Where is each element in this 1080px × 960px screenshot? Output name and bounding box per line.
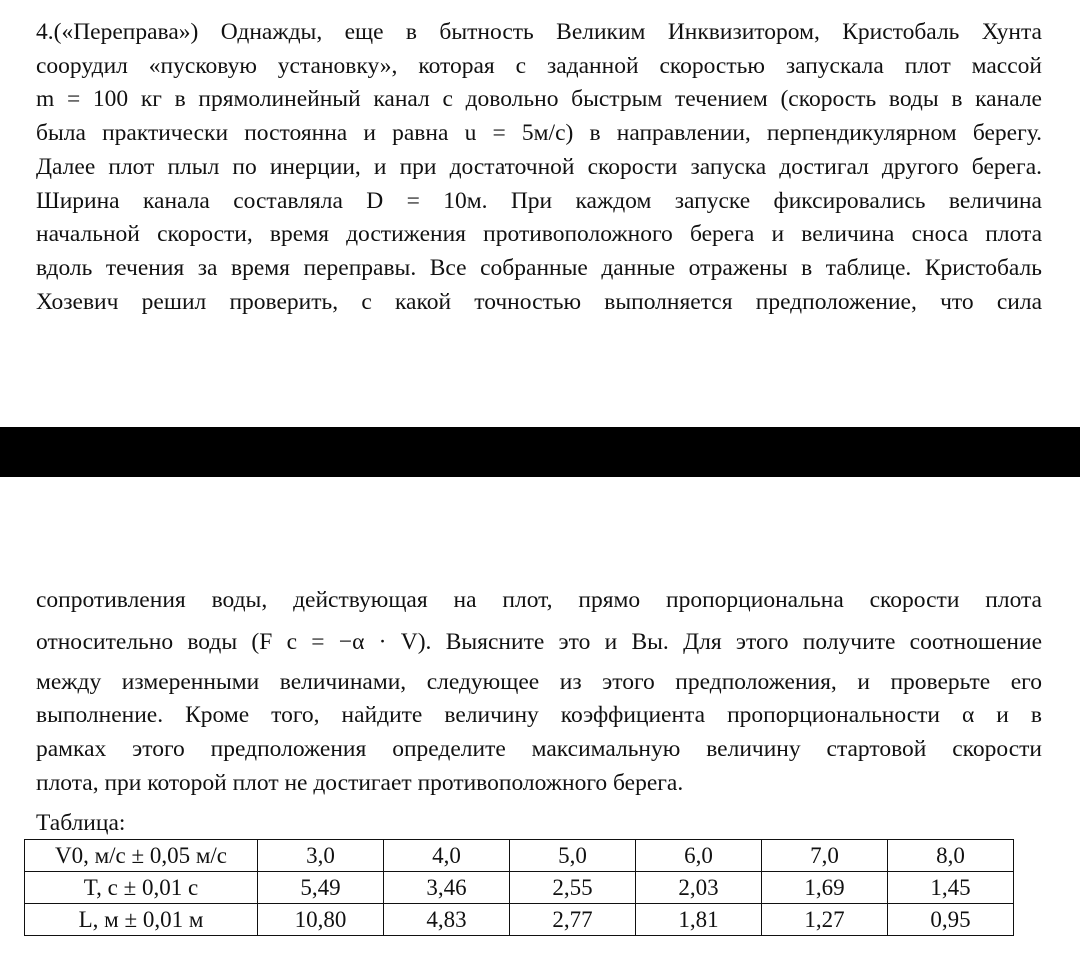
table-cell: 3,0 <box>258 840 384 872</box>
text-line: между измеренными величинами, следующее из этого предположения, и проверьте его <box>36 668 1042 695</box>
table-cell: 1,45 <box>888 872 1014 904</box>
text-line: плота, при которой плот не достигает противоположного берега. <box>36 769 684 796</box>
text-line: относительно воды (F c = −α · V). Выясните это и Вы. Для этого получите соотношение <box>36 628 1042 655</box>
table-cell: 0,95 <box>888 904 1014 936</box>
text-line: Далее плот плыл по инерции, и при достаточной скорости запуска достигал другого берега. <box>36 153 1042 180</box>
table-cell: 4,83 <box>384 904 510 936</box>
text-line: выполнение. Кроме того, найдите величину коэффициента пропорциональности α и в <box>36 702 1042 729</box>
table-cell: 2,77 <box>510 904 636 936</box>
table-cell: 1,27 <box>762 904 888 936</box>
row-header: T, с ± 0,01 с <box>25 872 258 904</box>
table-caption: Таблица: <box>36 810 126 836</box>
row-header: L, м ± 0,01 м <box>25 904 258 936</box>
text-line: вдоль течения за время переправы. Все собранные данные отражены в таблице. Кристобаль <box>36 254 1042 281</box>
table-cell: 10,80 <box>258 904 384 936</box>
table-cell: 5,0 <box>510 840 636 872</box>
table-cell: 2,55 <box>510 872 636 904</box>
text-line: соорудил «пусковую установку», которая с заданной скоростью запускала плот массой <box>36 52 1042 79</box>
text-line: Ширина канала составляла D = 10м. При каждом запуске фиксировались величина <box>36 187 1042 214</box>
table-cell: 1,81 <box>636 904 762 936</box>
data-table <box>24 839 1014 936</box>
problem-paragraph-1 <box>36 16 1042 319</box>
table-cell: 1,69 <box>762 872 888 904</box>
table-cell: 7,0 <box>762 840 888 872</box>
table-cell: 8,0 <box>888 840 1014 872</box>
table-cell: 4,0 <box>384 840 510 872</box>
text-line: рамках этого предположения определите максимальную величину стартовой скорости <box>36 736 1042 763</box>
table-row <box>25 904 1014 936</box>
problem-paragraph-2 <box>36 584 1042 801</box>
table-row <box>25 872 1014 904</box>
text-line: 4.(«Переправа») Однажды, еще в бытность Великим Инквизитором, Кристобаль Хунта <box>36 19 1042 45</box>
text-line: была практически постоянна и равна u = 5м/с) в направлении, перпендикулярном берегу. <box>36 120 1042 147</box>
text-line: Хозевич решил проверить, с какой точностью выполняется предположение, что сила <box>36 288 1042 315</box>
redaction-bar <box>0 427 1080 477</box>
table-cell: 2,03 <box>636 872 762 904</box>
row-header: V0, м/с ± 0,05 м/с <box>25 840 258 872</box>
table-cell: 5,49 <box>258 872 384 904</box>
table-cell: 3,46 <box>384 872 510 904</box>
text-line: сопротивления воды, действующая на плот, прямо пропорциональна скорости плота <box>36 587 1042 613</box>
text-line: начальной скорости, время достижения противоположного берега и величина сноса плота <box>36 221 1042 248</box>
text-line: m = 100 кг в прямолинейный канал с довольно быстрым течением (скорость воды в канале <box>36 86 1042 113</box>
table-row <box>25 840 1014 872</box>
table-cell: 6,0 <box>636 840 762 872</box>
